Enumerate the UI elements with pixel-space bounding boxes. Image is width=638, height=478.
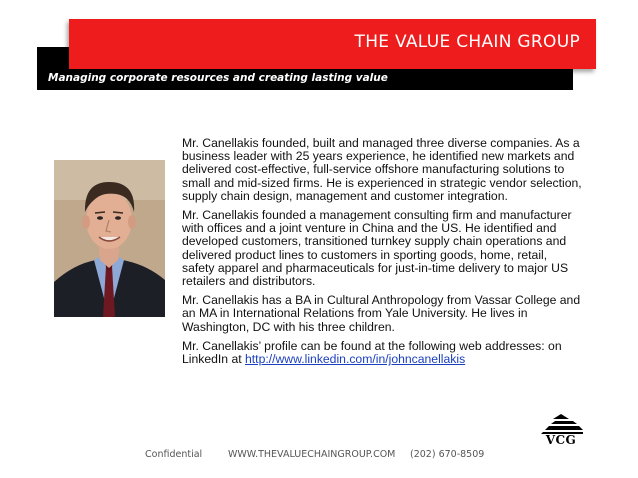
vcg-logo xyxy=(539,413,583,447)
footer-phone: (202) 670-8509 xyxy=(410,449,485,460)
bio-paragraph-founded: Mr. Canellakis founded, built and managed three diverse companies. As a business leader with 25 years experience, he identified new markets and delivered cost-effective, full-service offshore manufacturing solutions to small and mid-sized firms. He is experienced in strategic vendor selection, supply chain design, management and customer integration. xyxy=(182,136,582,203)
header-red-banner xyxy=(69,19,596,69)
portrait-photo xyxy=(54,160,165,317)
profile-text: Mr. Canellakis’ profile can be found at the following web addresses: on LinkedIn at xyxy=(182,338,562,367)
tagline: Managing corporate resources and creating lasting value xyxy=(48,72,388,84)
linkedin-link[interactable]: http://www.linkedin.com/in/johncanellakis xyxy=(245,352,466,367)
bio-paragraph-profile xyxy=(182,340,582,366)
bio-paragraph-education: Mr. Canellakis has a BA in Cultural Anthropology from Vassar College and an MA in International Relations from Yale University. He lives in Washington, DC with his three children. xyxy=(182,293,581,334)
footer-website: WWW.THEVALUECHAINGROUP.COM xyxy=(228,449,396,460)
bio-text xyxy=(182,137,582,372)
bio-paragraph-consulting: Mr. Canellakis founded a management consulting firm and manufacturer with offices and a joint venture in China and the US. He identified and developed customers, transitioned turnkey supply chain operations and delivered product lines to customers in sporting goods, home, retail, safety apparel and pharmaceuticals for just-in-time delivery to major US retailers and distributors. xyxy=(182,208,572,289)
portrait-illustration xyxy=(54,160,165,317)
logo-text: VCG xyxy=(545,433,577,447)
stacked-chevron-logo-icon xyxy=(539,413,583,435)
company-name: THE VALUE CHAIN GROUP xyxy=(354,32,580,52)
footer-confidential: Confidential xyxy=(145,449,203,460)
